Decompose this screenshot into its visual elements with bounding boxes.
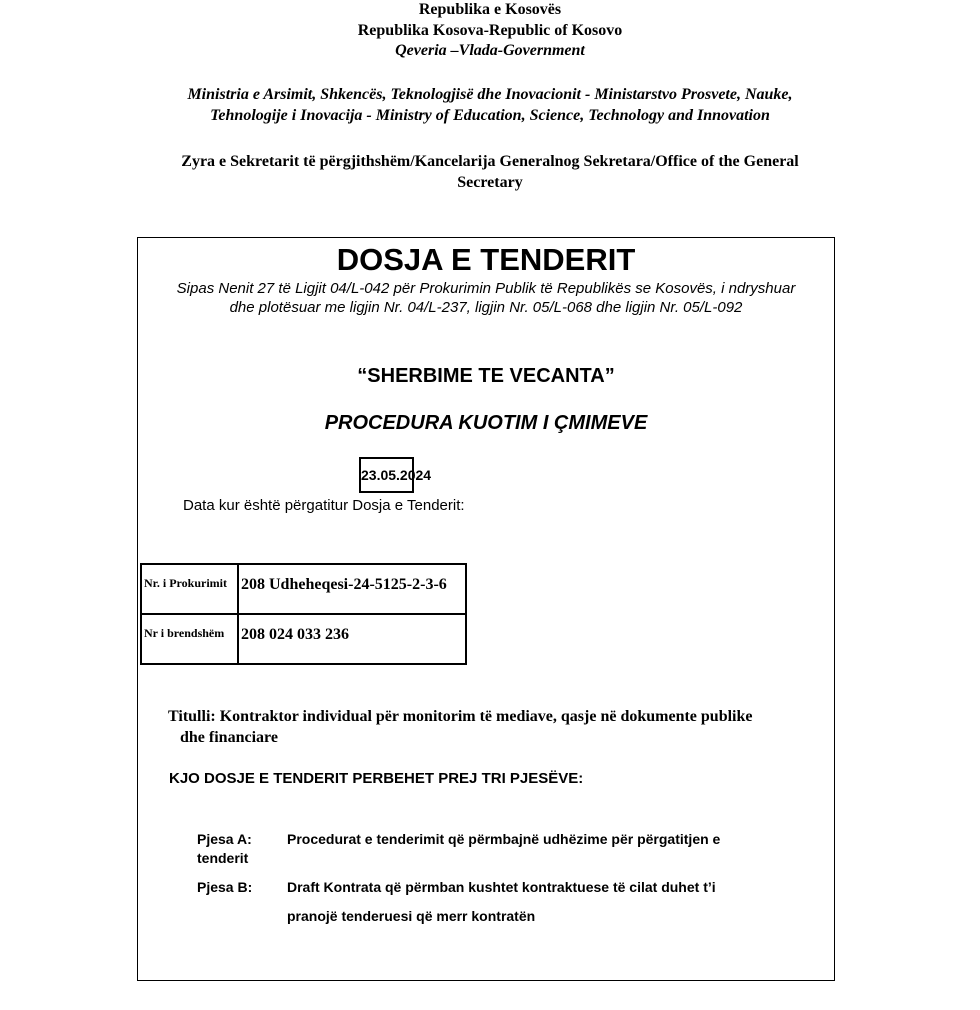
internal-number-label: Nr i brendshëm (141, 614, 238, 664)
tender-title-label: Titulli: (168, 708, 216, 725)
procurement-table (140, 563, 467, 665)
office-line-2: Secretary (457, 174, 523, 191)
table-row (141, 614, 466, 664)
service-title: “SHERBIME TE VECANTA” (357, 365, 615, 387)
dossier-box (137, 237, 835, 981)
office-line-1: Zyra e Sekretarit të përgjithshëm/Kancelarija Generalnog Sekretara/Office of the General (181, 153, 799, 170)
header-republic-sq: Republika e Kosovës (418, 1, 562, 18)
header-republic-multi: Republika Kosova-Republic of Kosovo (357, 22, 623, 39)
part-a-text-line-2: tenderit (197, 850, 249, 866)
header-government: Qeveria –Vlada-Government (395, 42, 585, 59)
procurement-number-value: 208 Udheheqesi-24-5125-2-3-6 (238, 564, 466, 614)
table-row (141, 564, 466, 614)
part-a-text-line-1: Procedurat e tenderimit që përmbajnë udhëzime për përgatitjen e (287, 831, 721, 847)
legal-basis-line-2: dhe plotësuar me ligjin Nr. 04/L-237, ligjin Nr. 05/L-068 dhe ligjin Nr. 05/L-092 (229, 299, 743, 316)
preparation-date-label: Data kur është përgatitur Dosja e Tenderit: (183, 497, 465, 514)
part-b-text-line-2: pranojë tenderuesi që merr kontratën (287, 908, 536, 924)
tender-title-value-line-1: Kontraktor individual për monitorim të mediave, qasje në dokumente publike (219, 708, 753, 725)
procurement-number-label: Nr. i Prokurimit (141, 564, 238, 614)
parts-heading: KJO DOSJE E TENDERIT PERBEHET PREJ TRI PJESËVE: (169, 770, 584, 787)
tender-title-line-1 (168, 706, 753, 727)
preparation-date: 23.05.2024 (359, 457, 414, 493)
part-a-label: Pjesa A: (197, 831, 252, 847)
ministry-line-2: Tehnologije i Inovacija - Ministry of Education, Science, Technology and Innovation (210, 107, 770, 124)
dossier-title: DOSJA E TENDERIT (336, 242, 636, 277)
part-b-text-line-1: Draft Kontrata që përmban kushtet kontraktuese të cilat duhet t’i (287, 879, 716, 895)
tender-title-value-line-2: dhe financiare (180, 729, 278, 746)
ministry-line-1: Ministria e Arsimit, Shkencës, Teknologjisë dhe Inovacionit - Ministarstvo Prosvete, Nauke, (187, 86, 793, 103)
procedure-title: PROCEDURA KUOTIM I ÇMIMEVE (324, 412, 648, 434)
internal-number-value: 208 024 033 236 (238, 614, 466, 664)
part-b-label: Pjesa B: (197, 879, 253, 895)
legal-basis-line-1: Sipas Nenit 27 të Ligjit 04/L-042 për Prokurimin Publik të Republikës se Kosovës, i ndryshuar (176, 280, 796, 297)
